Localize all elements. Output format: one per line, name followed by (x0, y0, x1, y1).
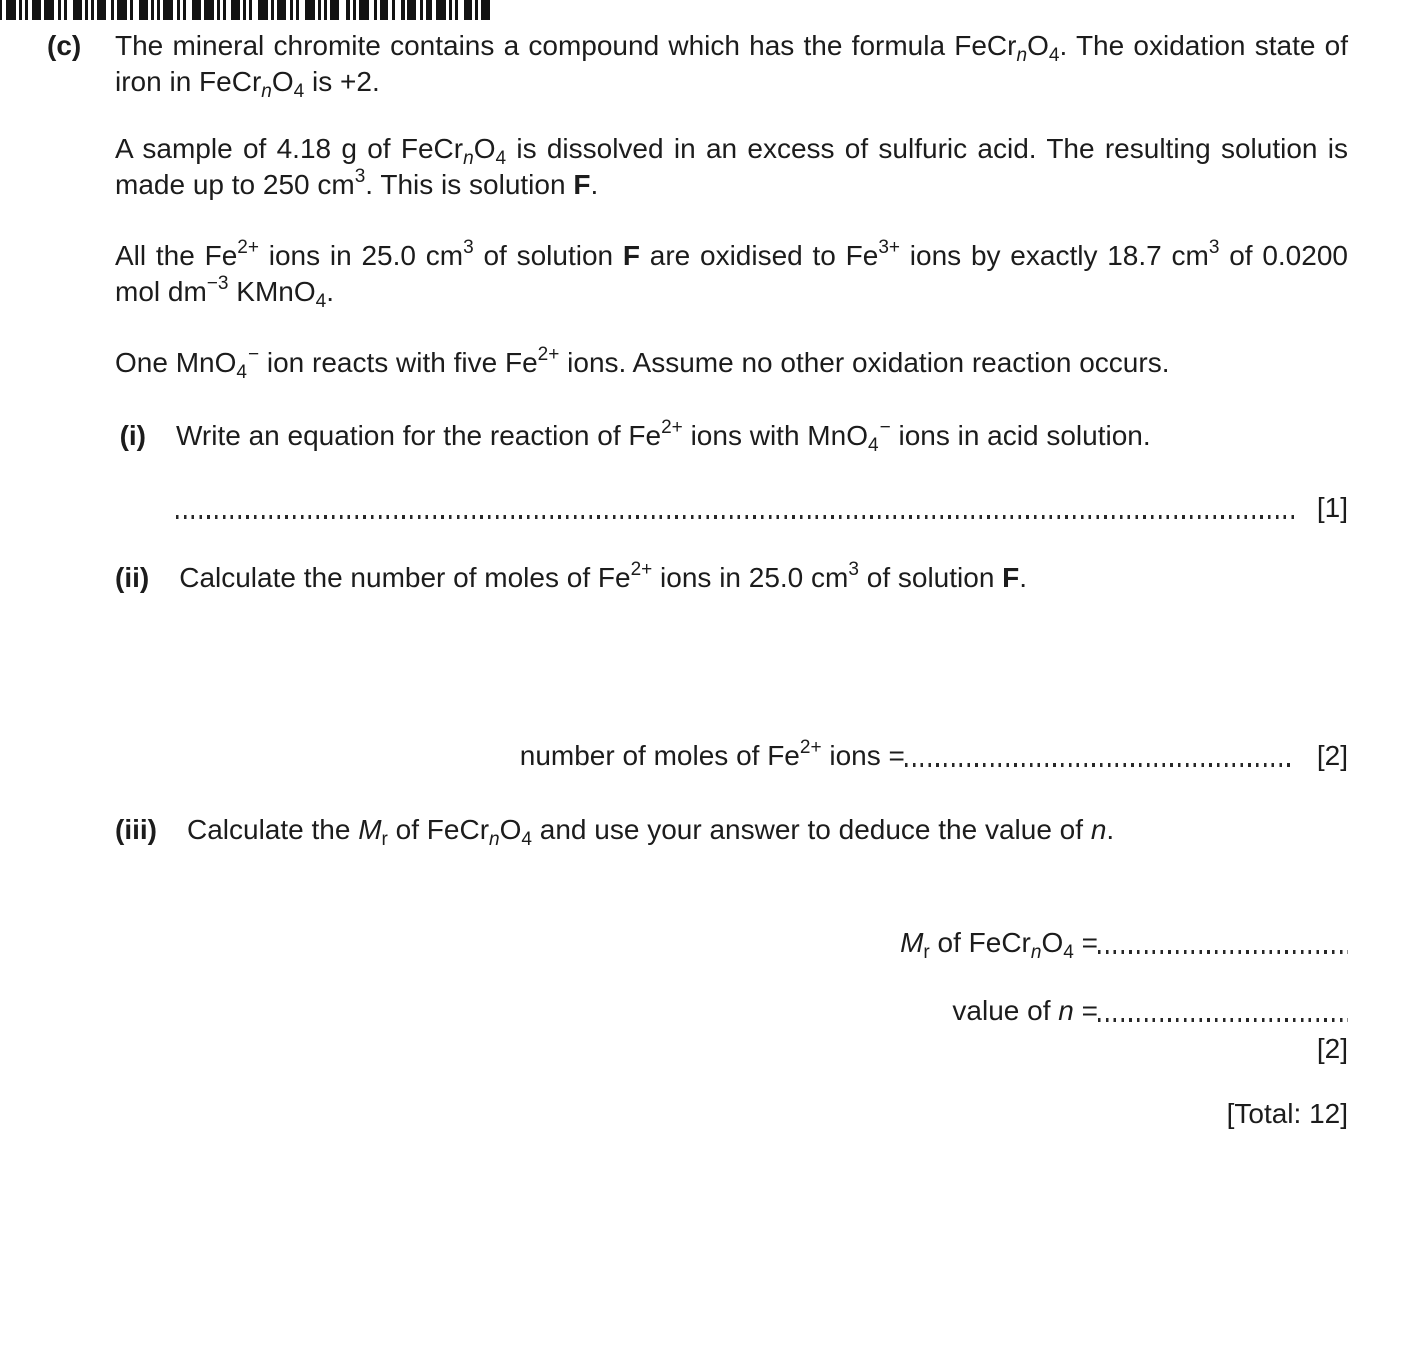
answer-label-moles: number of moles of $Fe^{2+}$ ions = (519, 737, 905, 771)
paragraph-mno4-ratio: One MnO$_4$− ion reacts with five $Fe^{2+}$ ions. Assume no other oxidation reaction occurs. (115, 344, 1170, 384)
answer-line-n (187, 993, 1348, 1029)
part-label-c-ii: (ii) (115, 562, 150, 593)
dotted-answer-line (905, 763, 1295, 767)
total-marks: [Total: 12] (1226, 1098, 1348, 1129)
question-c-ii-text: Calculate the number of moles of $Fe^{2+}$ ions in 25.0 $cm^3$ of solution F. (179, 559, 1028, 593)
part-label-c-iii: (iii) (115, 814, 157, 845)
mark-c-ii: [2] (1316, 740, 1348, 771)
question-c-i-text: Write an equation for the reaction of $Fe^{2+}$ ions with MnO$_4$− ions in acid solution. (176, 417, 1151, 457)
paragraph-oxidation-kmno4: All the $Fe^{2+}$ ions in 25.0 $cm^3$ of solution F are oxidised to $Fe^{3+}$ ions by exactly 18.7 $cm^3$ of 0.0200 mol $dm^{-3}$ KMnO$_4$. (115, 237, 1348, 313)
dotted-answer-line (1098, 1018, 1348, 1022)
part-label-c-i: (i) (119, 420, 146, 451)
question-c-iii (115, 812, 1348, 1067)
part-label-c: (c) (47, 30, 82, 61)
paragraph-chromite-intro: The mineral chromite contains a compound which has the formula $FeCr_nO_4$. The oxidation state of iron in $FeCr_nO_4$ is +2. (115, 30, 1348, 103)
answer-line-c-ii (179, 738, 1348, 774)
dotted-answer-line (1098, 950, 1348, 954)
answer-label-n: value of n = (952, 995, 1098, 1026)
question-c-i (115, 418, 1348, 526)
paragraph-sample-solution-f: A sample of 4.18 g of $FeCr_nO_4$ is dissolved in an excess of sulfuric acid. The resulting solution is made up to 250 $cm^3$. This is solution F. (115, 133, 1348, 200)
answer-label-mr: $M_r$ of $FeCr_nO_4$ = (900, 927, 1098, 964)
question-c-ii (115, 560, 1348, 774)
dotted-answer-line (176, 515, 1295, 519)
mark-c-i: [1] (1316, 492, 1348, 523)
answer-line-c-i (176, 490, 1348, 526)
question-c-iii-text: Calculate the $M_r$ of $FeCr_nO_4$ and use your answer to deduce the value of n. (187, 814, 1115, 851)
answer-line-mr (187, 925, 1348, 964)
mark-c-iii: [2] (1316, 1033, 1348, 1064)
barcode (0, 0, 541, 20)
